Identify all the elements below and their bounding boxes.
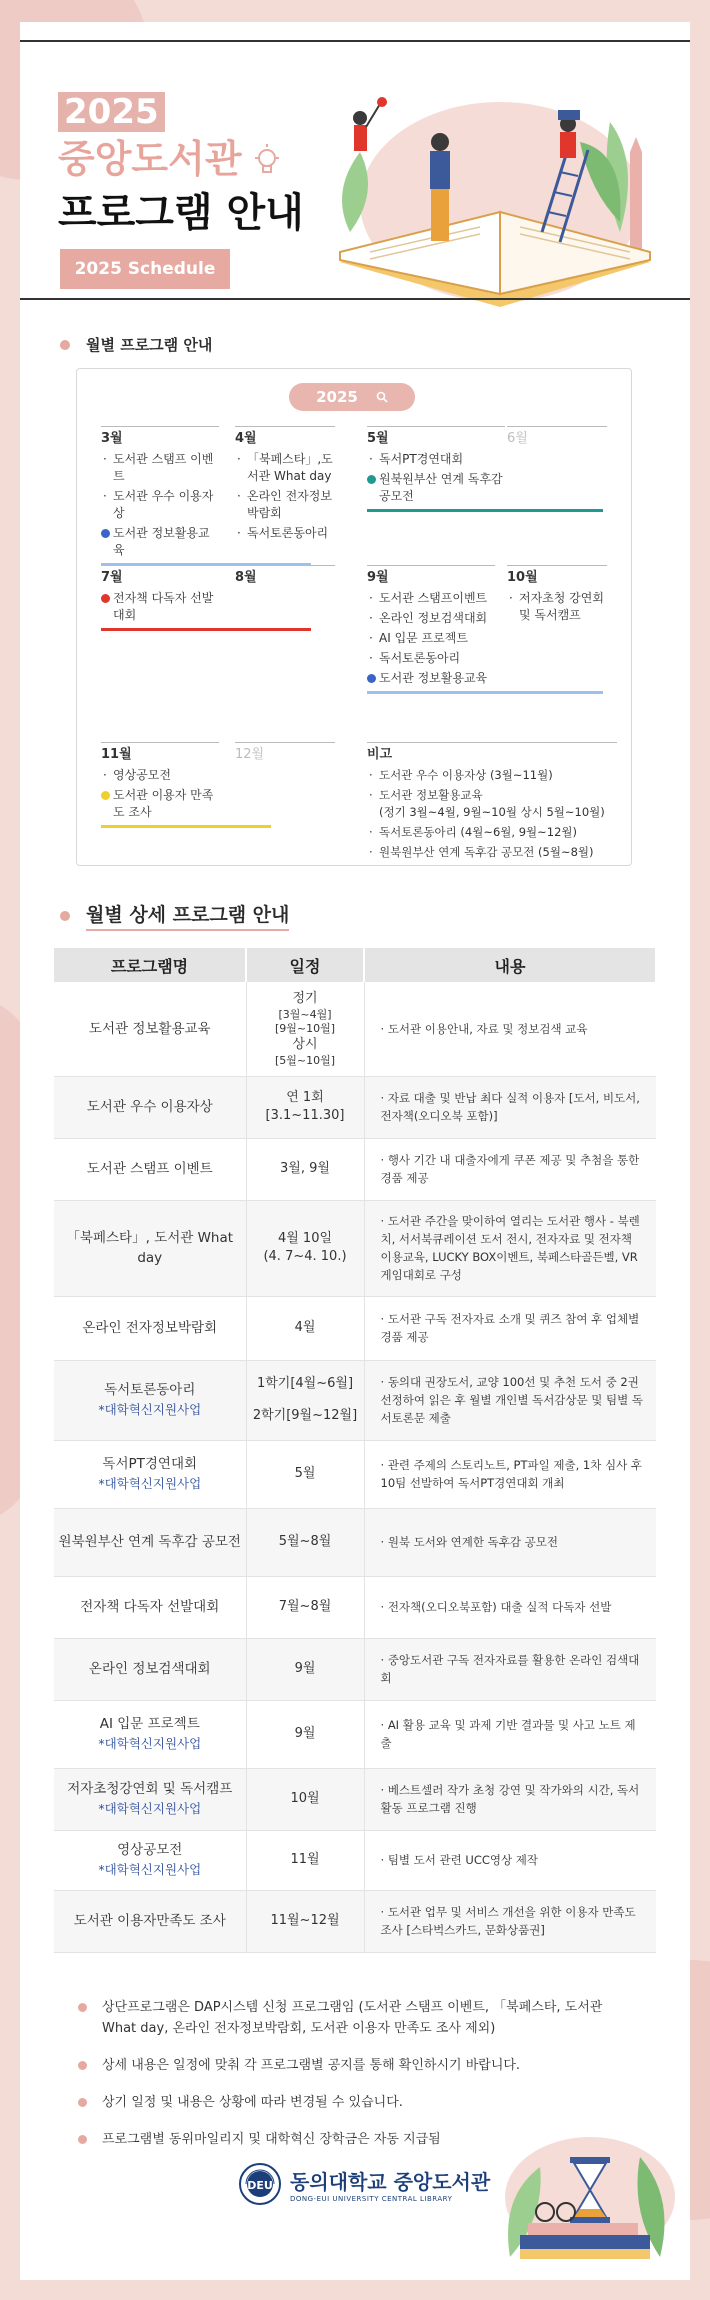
calendar-item-marked bbox=[367, 471, 505, 505]
date-line: (4. 7~4. 10.) bbox=[263, 1249, 347, 1264]
month-june bbox=[507, 426, 607, 451]
table-row bbox=[54, 1700, 656, 1768]
remark-item: · 도서관 우수 이용자상 (3월~11월) bbox=[367, 767, 617, 784]
remarks bbox=[367, 742, 617, 864]
hourglass-illustration bbox=[490, 2117, 680, 2267]
calendar-item: · 도서관 스탬프이벤트 bbox=[367, 590, 495, 607]
table-row bbox=[54, 1638, 656, 1700]
marked-text: 도서관 정보활용교육 bbox=[379, 671, 488, 685]
program-name bbox=[54, 1440, 246, 1508]
marker-yellow bbox=[101, 791, 110, 800]
program-content: · AI 활용 교육 및 과제 기반 결과물 및 사고 노트 제출 bbox=[364, 1700, 656, 1768]
program-name: 도서관 정보활용교육 bbox=[54, 982, 246, 1076]
calendar-item-marked bbox=[101, 590, 219, 624]
calendar-item: · 도서관 우수 이용자상 bbox=[101, 488, 219, 522]
program-name-text: 독서PT경연대회 bbox=[102, 1456, 198, 1472]
program-date bbox=[246, 1200, 364, 1296]
date-line: 1학기[4월~6월] bbox=[256, 1376, 354, 1391]
note-item bbox=[76, 2092, 636, 2113]
note-text: 상기 일정 및 내용은 상황에 따라 변경될 수 있습니다. bbox=[102, 2095, 403, 2110]
program-content: · 원북 도서와 연계한 독후감 공모전 bbox=[364, 1508, 656, 1576]
program-name bbox=[54, 1700, 246, 1768]
underline-blue bbox=[367, 691, 603, 694]
support-tag: *대학혁신지원사업 bbox=[98, 1736, 202, 1751]
program-content: · 자료 대출 및 반납 최다 실적 이용자 [도서, 비도서, 전자책(오디오북 포함)] bbox=[364, 1076, 656, 1138]
month-label: 9월 bbox=[367, 565, 495, 586]
program-content: · 중앙도서관 구독 전자자료를 활용한 온라인 검색대회 bbox=[364, 1638, 656, 1700]
remark-item: (정기 3월~4월, 9월~10월 상시 5월~10월) bbox=[379, 805, 605, 819]
remark-item: · 독서토론동아리 (4월~6월, 9월~12월) bbox=[367, 824, 617, 841]
underline-red bbox=[101, 628, 311, 631]
library-name-eng: DONG-EUI UNIVERSITY CENTRAL LIBRARY bbox=[290, 2194, 453, 2203]
month-october bbox=[507, 565, 607, 627]
program-content: · 전자책(오디오북포함) 대출 실적 다독자 선발 bbox=[364, 1576, 656, 1638]
program-date: 11월~12월 bbox=[246, 1890, 364, 1952]
monthly-section-title-text: 월별 프로그램 안내 bbox=[86, 336, 213, 354]
program-content: · 관련 주제의 스토리노트, PT파일 제출, 1차 심사 후 10팀 선발하여 독서PT경연대회 개최 bbox=[364, 1440, 656, 1508]
col-header-name: 프로그램명 bbox=[54, 948, 246, 982]
bullet-dot bbox=[60, 340, 70, 350]
content-text: 도서관 주간을 맞이하여 열리는 도서관 행사 - 북렌치, 서서북큐레이션 도서 전시, 전자자료 및 전자책 이용교육, LUCKY BOX이벤트, 북페스타골든벨, VR게임대회로 구성 bbox=[380, 1214, 640, 1282]
program-date: 10월 bbox=[246, 1768, 364, 1830]
marker-teal bbox=[367, 475, 376, 484]
content-text: 관련 주제의 스토리노트, PT파일 제출, 1차 심사 후 10팀 선발하여 독서PT경연대회 개최 bbox=[380, 1458, 642, 1490]
program-content: · 동의대 권장도서, 교양 100선 및 추천 도서 중 2권 선정하여 읽은 후 월별 개인별 독서감상문 및 팀별 독서토론문 제출 bbox=[364, 1360, 656, 1440]
month-label: 11월 bbox=[101, 742, 219, 763]
content-text: 중앙도서관 구독 전자자료를 활용한 온라인 검색대회 bbox=[380, 1653, 640, 1685]
content-text: 자료 대출 및 반납 최다 실적 이용자 [도서, 비도서, 전자책(오디오북 포함)] bbox=[380, 1091, 640, 1123]
date-line: 4월 10일 bbox=[277, 1231, 333, 1246]
content-text: 도서관 이용안내, 자료 및 정보검색 교육 bbox=[387, 1021, 588, 1036]
calendar-item: · 도서관 스탬프 이벤트 bbox=[101, 451, 219, 485]
year-badge: 2025 bbox=[58, 92, 165, 132]
schedule-label: 2025 Schedule bbox=[60, 249, 230, 289]
program-date bbox=[246, 982, 364, 1076]
support-tag: *대학혁신지원사업 bbox=[98, 1862, 202, 1877]
program-name: 도서관 우수 이용자상 bbox=[54, 1076, 246, 1138]
calendar-item-marked bbox=[101, 525, 219, 559]
underline-teal bbox=[367, 509, 603, 512]
marked-text: 도서관 이용자 만족도 조사 bbox=[113, 788, 214, 819]
underline-yellow bbox=[101, 825, 271, 828]
table-row bbox=[54, 1138, 656, 1200]
date-line: [3.1~11.30] bbox=[265, 1108, 345, 1123]
program-content: · 도서관 업무 및 서비스 개선을 위한 이용자 만족도 조사 [스타벅스카드, 문화상품권] bbox=[364, 1890, 656, 1952]
content-text: 베스트셀러 작가 초청 강연 및 작가와의 시간, 독서활동 프로그램 진행 bbox=[380, 1783, 640, 1815]
calendar-item-marked bbox=[367, 670, 495, 687]
note-item bbox=[76, 1997, 636, 2039]
table-row bbox=[54, 1440, 656, 1508]
book-illustration bbox=[310, 82, 670, 318]
year-search-pill[interactable] bbox=[289, 383, 415, 411]
month-november bbox=[101, 742, 219, 828]
marked-text: 원북원부산 연계 독후감 공모전 bbox=[379, 472, 503, 503]
month-august bbox=[235, 565, 335, 590]
date-line: 2학기[9월~12월] bbox=[252, 1408, 358, 1423]
content-text: 도서관 구독 전자자료 소개 및 퀴즈 참여 후 업체별 경품 제공 bbox=[380, 1312, 640, 1344]
program-name bbox=[54, 1830, 246, 1890]
table-row bbox=[54, 1076, 656, 1138]
month-july bbox=[101, 565, 219, 631]
calendar-item-marked bbox=[101, 787, 219, 821]
program-name: 도서관 이용자만족도 조사 bbox=[54, 1890, 246, 1952]
date-spacer bbox=[247, 1393, 364, 1407]
program-name bbox=[54, 1360, 246, 1440]
program-date: 4월 bbox=[246, 1296, 364, 1360]
program-date bbox=[246, 1076, 364, 1138]
program-content: · 도서관 이용안내, 자료 및 정보검색 교육 bbox=[364, 982, 656, 1076]
header-rule bbox=[20, 298, 690, 300]
support-tag: *대학혁신지원사업 bbox=[98, 1476, 202, 1491]
year-pill-text: 2025 bbox=[316, 388, 358, 406]
bullet-dot bbox=[60, 911, 70, 921]
monthly-calendar bbox=[76, 368, 632, 866]
program-date: 5월 bbox=[246, 1440, 364, 1508]
support-tag: *대학혁신지원사업 bbox=[98, 1402, 202, 1417]
title-library: 중앙도서관 bbox=[58, 137, 242, 181]
date-line: [3월~4월] bbox=[278, 1007, 332, 1021]
monthly-section-title bbox=[60, 334, 212, 355]
library-name: 동의대학교 중앙도서관 bbox=[290, 2169, 491, 2194]
content-text: 동의대 권장도서, 교양 100선 및 추천 도서 중 2권 선정하여 읽은 후 월별 개인별 독서감상문 및 팀별 독서토론문 제출 bbox=[380, 1375, 644, 1425]
note-text: 프로그램별 동위마일리지 및 대학혁신 장학금은 자동 지급됨 bbox=[102, 2132, 441, 2147]
content-text: AI 활용 교육 및 과제 기반 결과물 및 사고 노트 제출 bbox=[380, 1718, 636, 1750]
title-program: 프로그램 안내 bbox=[58, 190, 304, 236]
content-text: 원북 도서와 연계한 독후감 공모전 bbox=[387, 1535, 558, 1549]
program-content: · 베스트셀러 작가 초청 강연 및 작가와의 시간, 독서활동 프로그램 진행 bbox=[364, 1768, 656, 1830]
detail-section-title bbox=[60, 900, 289, 931]
calendar-item: · 독서토론동아리 bbox=[367, 650, 495, 667]
program-table bbox=[54, 948, 657, 1953]
library-logo bbox=[238, 2162, 490, 2206]
table-row bbox=[54, 1768, 656, 1830]
program-name-text: AI 입문 프로젝트 bbox=[99, 1716, 200, 1732]
month-label: 5월 bbox=[367, 426, 505, 447]
calendar-item: · 독서PT경연대회 bbox=[367, 451, 505, 468]
table-row bbox=[54, 1296, 656, 1360]
bullet-dot bbox=[78, 2003, 87, 2012]
table-row bbox=[54, 1576, 656, 1638]
remarks-label: 비고 bbox=[367, 742, 617, 763]
month-september bbox=[367, 565, 495, 694]
month-december bbox=[235, 742, 335, 767]
program-name-text: 독서토론동아리 bbox=[104, 1382, 196, 1398]
calendar-item: · AI 입문 프로젝트 bbox=[367, 630, 495, 647]
lightbulb-icon bbox=[252, 142, 282, 182]
program-content: · 팀별 도서 관련 UCC영상 제작 bbox=[364, 1830, 656, 1890]
program-name-text: 저자초청강연회 및 독서캠프 bbox=[67, 1781, 233, 1797]
program-name: 온라인 전자정보박람회 bbox=[54, 1296, 246, 1360]
program-content: · 도서관 구독 전자자료 소개 및 퀴즈 참여 후 업체별 경품 제공 bbox=[364, 1296, 656, 1360]
remark-item: · 도서관 정보활용교육 bbox=[367, 787, 617, 804]
table-row bbox=[54, 1508, 656, 1576]
marker-red bbox=[101, 594, 110, 603]
table-row bbox=[54, 1200, 656, 1296]
program-name: 전자책 다독자 선발대회 bbox=[54, 1576, 246, 1638]
table-row bbox=[54, 1830, 656, 1890]
program-date: 9월 bbox=[246, 1638, 364, 1700]
marked-text: 도서관 정보활용교육 bbox=[113, 526, 210, 557]
calendar-item: · 저자초청 강연회 및 독서캠프 bbox=[507, 590, 607, 624]
detail-section-title-text: 월별 상세 프로그램 안내 bbox=[86, 900, 289, 931]
program-content: · 도서관 주간을 맞이하여 열리는 도서관 행사 - 북렌치, 서서북큐레이션 도서 전시, 전자자료 및 전자책 이용교육, LUCKY BOX이벤트, 북페스타골든벨, VR게임대회로 구성 bbox=[364, 1200, 656, 1296]
content-text: 팀별 도서 관련 UCC영상 제작 bbox=[387, 1853, 539, 1867]
table-row bbox=[54, 1360, 656, 1440]
content-text: 도서관 업무 및 서비스 개선을 위한 이용자 만족도 조사 [스타벅스카드, 문화상품권] bbox=[380, 1905, 636, 1937]
table-row bbox=[54, 982, 656, 1076]
month-april bbox=[235, 426, 335, 545]
note-text: 상세 내용은 일정에 맞춰 각 프로그램별 공지를 통해 확인하시기 바랍니다. bbox=[102, 2058, 521, 2073]
program-date: 11월 bbox=[246, 1830, 364, 1890]
program-name bbox=[54, 1768, 246, 1830]
university-seal-icon bbox=[238, 2162, 282, 2206]
program-name: 원북원부산 연계 독후감 공모전 bbox=[54, 1508, 246, 1576]
note-text: 상단프로그램은 DAP시스템 신청 프로그램임 (도서관 스탬프 이벤트, 「북페스타, 도서관 What day, 온라인 전자정보박람회, 도서관 이용자 만족도 조사 제외) bbox=[102, 2000, 603, 2036]
poster-sheet bbox=[20, 22, 690, 2280]
svg-text:DEU: DEU bbox=[247, 2179, 273, 2192]
library-name-block bbox=[290, 2166, 490, 2203]
program-date: 9월 bbox=[246, 1700, 364, 1768]
program-name: 「북페스타」, 도서관 What day bbox=[54, 1200, 246, 1296]
marker-blue bbox=[367, 674, 376, 683]
program-date: 7월~8월 bbox=[246, 1576, 364, 1638]
program-content: · 행사 기간 내 대출자에게 쿠폰 제공 및 추첨을 통한 경품 제공 bbox=[364, 1138, 656, 1200]
program-date bbox=[246, 1360, 364, 1440]
col-header-date: 일정 bbox=[246, 948, 364, 982]
content-text: 전자책(오디오북포함) 대출 실적 다독자 선발 bbox=[387, 1600, 612, 1614]
date-line: [9월~10월] bbox=[274, 1021, 336, 1035]
note-item bbox=[76, 2055, 636, 2076]
table-row bbox=[54, 1890, 656, 1952]
calendar-item: · 독서토론동아리 bbox=[235, 525, 335, 542]
month-may bbox=[367, 426, 505, 512]
date-line: [5월~10월] bbox=[274, 1053, 336, 1067]
calendar-item: · 「북페스타」,도서관 What day bbox=[235, 451, 335, 485]
program-table-grid bbox=[54, 948, 657, 1953]
program-name-text: 영상공모전 bbox=[117, 1842, 183, 1858]
calendar-item: · 온라인 전자정보박람회 bbox=[235, 488, 335, 522]
header bbox=[20, 42, 690, 318]
date-line: 연 1회 bbox=[286, 1090, 324, 1105]
support-tag: *대학혁신지원사업 bbox=[98, 1801, 202, 1816]
search-icon bbox=[376, 391, 388, 403]
calendar-item: · 영상공모전 bbox=[101, 767, 219, 784]
content-text: 행사 기간 내 대출자에게 쿠폰 제공 및 추첨을 통한 경품 제공 bbox=[380, 1153, 640, 1185]
program-date: 3월, 9월 bbox=[246, 1138, 364, 1200]
remark-item: · 원북원부산 연계 독후감 공모전 (5월~8월) bbox=[367, 844, 617, 861]
bullet-dot bbox=[78, 2098, 87, 2107]
calendar-item: · 온라인 정보검색대회 bbox=[367, 610, 495, 627]
table-header-row bbox=[54, 948, 656, 982]
program-name: 도서관 스탬프 이벤트 bbox=[54, 1138, 246, 1200]
month-label: 8월 bbox=[235, 565, 335, 586]
bullet-dot bbox=[78, 2135, 87, 2144]
month-label: 6월 bbox=[507, 426, 607, 447]
marked-text: 전자책 다독자 선발대회 bbox=[113, 591, 214, 622]
month-march bbox=[101, 426, 219, 566]
date-line: 정기 bbox=[292, 990, 318, 1006]
bullet-dot bbox=[78, 2061, 87, 2070]
col-header-content: 내용 bbox=[364, 948, 656, 982]
program-name: 온라인 정보검색대회 bbox=[54, 1638, 246, 1700]
program-date: 5월~8월 bbox=[246, 1508, 364, 1576]
month-label: 3월 bbox=[101, 426, 219, 447]
month-label: 4월 bbox=[235, 426, 335, 447]
date-line: 상시 bbox=[292, 1036, 318, 1052]
marker-blue bbox=[101, 529, 110, 538]
month-label: 7월 bbox=[101, 565, 219, 586]
month-label: 12월 bbox=[235, 742, 335, 763]
month-label: 10월 bbox=[507, 565, 607, 586]
